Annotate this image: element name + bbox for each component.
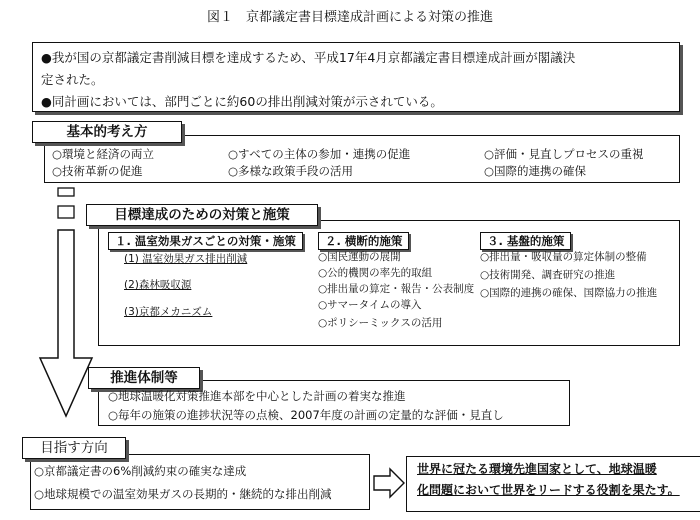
direction-item: ○京都議定書の6%削減約束の確実な達成 bbox=[34, 464, 247, 478]
goal-line-1: 世界に冠たる環境先進国家として、地球温暖 bbox=[417, 462, 657, 476]
measures-col3-header: ３. 基盤的施策 bbox=[480, 232, 571, 250]
col3-item: ○排出量・吸収量の算定体制の整備 bbox=[480, 251, 647, 263]
basic-item: ○すべての主体の参加・連携の促進 bbox=[228, 147, 411, 161]
system-item: ○毎年の施策の進捗状況等の点検、2007年度の計画の定量的な評価・見直し bbox=[108, 408, 504, 422]
basic-item: ○環境と経済の両立 bbox=[52, 147, 155, 161]
intro-line-1: ●我が国の京都議定書削減目標を達成するため、平成17年4月京都議定書目標達成計画が閣議決 bbox=[41, 50, 576, 65]
intro-line-1b: 定された。 bbox=[41, 72, 104, 87]
basic-item: ○国際的連携の確保 bbox=[484, 164, 587, 178]
system-item: ○地球温暖化対策推進本部を中心とした計画の着実な推進 bbox=[108, 389, 406, 403]
right-arrow-shape bbox=[374, 469, 404, 497]
arrow-segment bbox=[58, 206, 74, 218]
system-header: 推進体制等 bbox=[88, 367, 200, 389]
basic-item: ○多様な政策手段の活用 bbox=[228, 164, 354, 178]
basic-item: ○評価・見直しプロセスの重視 bbox=[484, 147, 644, 161]
col1-item: (1) 温室効果ガス排出削減 bbox=[124, 253, 248, 265]
col2-item: ○サマータイムの導入 bbox=[318, 299, 422, 311]
basic-concept-header: 基本的考え方 bbox=[32, 121, 182, 143]
col2-item: ○公的機関の率先的取組 bbox=[318, 267, 433, 279]
measures-header: 目標達成のための対策と施策 bbox=[86, 204, 318, 226]
arrow-head bbox=[40, 230, 92, 416]
direction-header: 目指す方向 bbox=[22, 437, 126, 459]
col3-item: ○技術開発、調査研究の推進 bbox=[480, 269, 616, 281]
goal-box bbox=[406, 456, 700, 512]
col1-item: (2)森林吸収源 bbox=[124, 279, 192, 291]
figure-title: 図１ 京都議定書目標達成計画による対策の推進 bbox=[206, 10, 493, 25]
goal-line-2: 化問題において世界をリードする役割を果たす。 bbox=[417, 483, 680, 497]
col2-item: ○ポリシーミックスの活用 bbox=[318, 317, 443, 329]
col1-item: (3)京都メカニズム bbox=[124, 306, 213, 318]
col2-item: ○国民運動の展開 bbox=[318, 251, 401, 263]
direction-item: ○地球規模での温室効果ガスの長期的・継続的な排出削減 bbox=[34, 487, 332, 501]
measures-col1-header: １. 温室効果ガスごとの対策・施策 bbox=[108, 232, 303, 250]
col3-item: ○国際的連携の確保、国際協力の推進 bbox=[480, 287, 658, 299]
intro-line-2: ●同計画においては、部門ごとに約60の排出削減対策が示されている。 bbox=[41, 94, 443, 109]
intro-box bbox=[32, 42, 680, 112]
measures-col2-header: ２. 横断的施策 bbox=[318, 232, 409, 250]
col2-item: ○排出量の算定・報告・公表制度 bbox=[318, 283, 475, 295]
arrow-segment bbox=[58, 188, 74, 196]
basic-item: ○技術革新の促進 bbox=[52, 164, 143, 178]
right-arrow bbox=[372, 466, 406, 500]
